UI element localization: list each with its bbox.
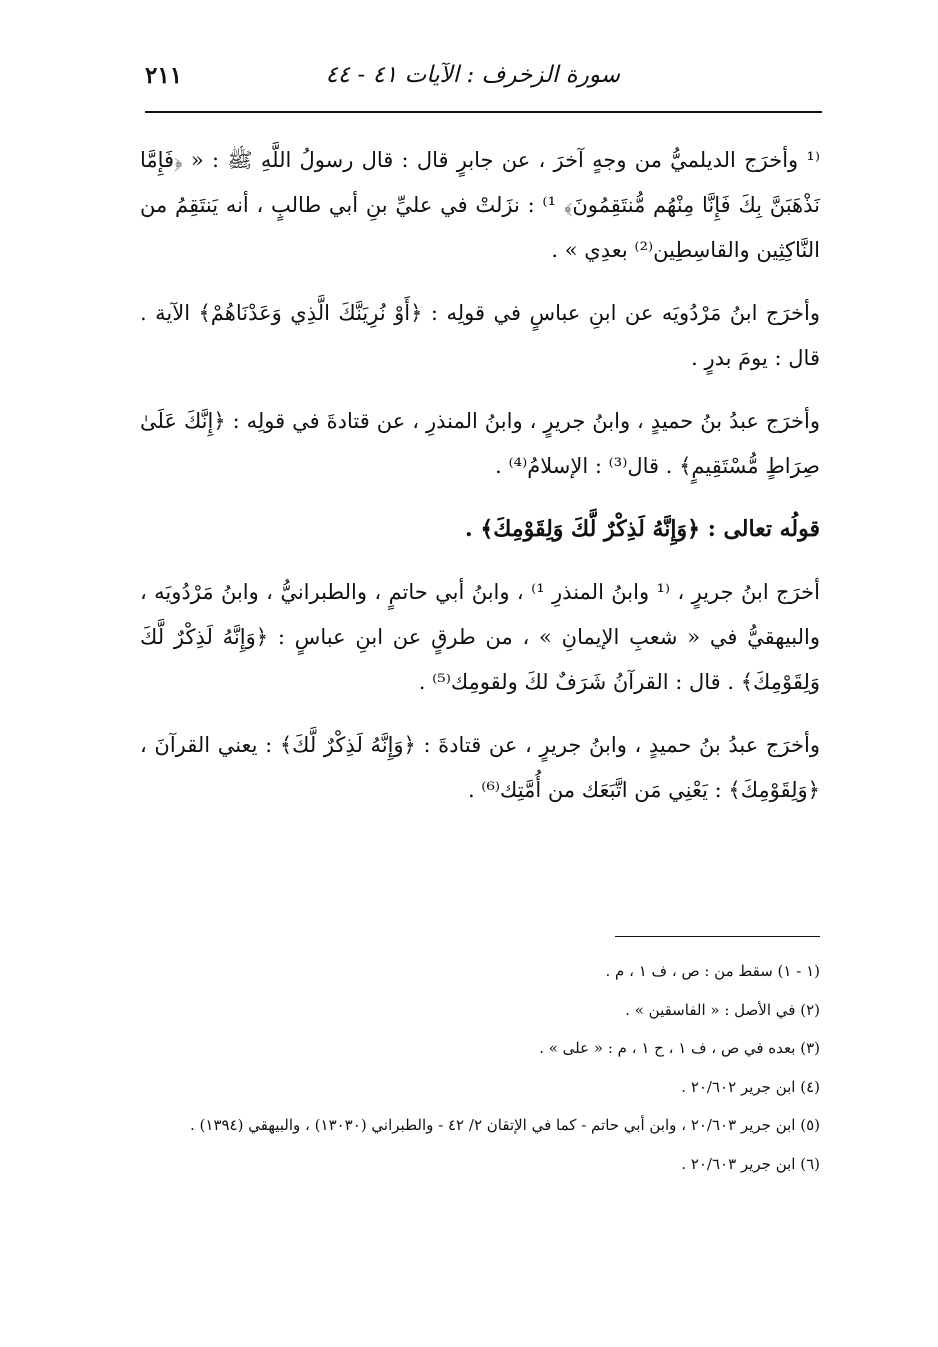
footnote-2: (٢) في الأصل : « الفاسقين » . (625, 1000, 820, 1019)
verse-heading: قولُه تعالى : ﴿وَإِنَّهُ لَذِكْرٌ لَّكَ وَلِقَوْمِكَ﴾ . (465, 516, 820, 542)
footnote-3: (٣) بعده في ص ، ف ١ ، ح ١ ، م : « على » . (539, 1039, 820, 1057)
paragraph-qatada-narration: وأخرَج عبدُ بنُ حميدٍ ، وابنُ جريرٍ ، وابنُ المنذرِ ، عن قتادةَ في قولِه : ﴿إِنَّكَ عَلَىٰ صِرَاطٍ مُّسْتَقِيمٍ﴾ . قال⁽³⁾ : الإسلامُ⁽⁴⁾ . (140, 409, 820, 478)
footnote-1: (١ - ١) سقط من : ص ، ف ١ ، م . (605, 962, 820, 980)
running-title: سورة الزخرف : الآيات ٤١ - ٤٤ (325, 62, 620, 88)
footnote-6: (٦) ابن جرير ٢٠/٦٠٣ . (681, 1154, 820, 1173)
main-text (140, 138, 820, 831)
paragraph-abd-bin-humaid-narration: وأخرَج عبدُ بنُ حميدٍ ، وابنُ جريرٍ ، عن قتادةَ : ﴿وَإِنَّهُ لَذِكْرٌ لَّكَ﴾ : يعني القرآنَ ، ﴿وَلِقَوْمِكَ﴾ : يَعْنِي مَن اتَّبَعَك من أُمَّتِك⁽⁶⁾ . (140, 733, 820, 802)
footnote-separator (615, 936, 820, 937)
paragraph-ibn-jarir-narration: أخرَج ابنُ جريرٍ ، ⁽¹ وابنُ المنذرِ ¹⁾ ، وابنُ أبي حاتمٍ ، والطبرانيُّ ، وابنُ مَرْدُويَه ، والبيهقيُّ في « شعبِ الإيمانِ » ، من طرقٍ عن ابنِ عباسٍ : ﴿وَإِنَّهُ لَذِكْرٌ لَّكَ وَلِقَوْمِكَ﴾ . قال : القرآنُ شَرَفٌ لكَ ولقومِك⁽⁵⁾ . (140, 580, 820, 694)
page-header (145, 62, 820, 102)
page-number: ٢١١ (145, 62, 183, 89)
footnote-5: (٥) ابن جرير ٢٠/٦٠٣ ، وابن أبي حاتم - كما في الإتقان ٢/ ٤٢ - والطبراني (١٣٠٣٠) ، والبيهقي (١٣٩٤) . (190, 1116, 820, 1134)
paragraph-dailami-narration: ⁽¹ وأخرَج الديلميُّ من وجهٍ آخرَ ، عن جابرٍ قال : قال رسولُ اللَّهِ ﷺ : « ﴿فَإِمَّا نَذْهَبَنَّ بِكَ فَإِنَّا مِنْهُم مُّنتَقِمُونَ﴾ ¹⁾ : نزَلتْ في عليِّ بنِ أبي طالبٍ ، أنه يَنتَقِمُ من النَّاكِثِين والقاسِطِين⁽²⁾ بعدِي » . (140, 148, 820, 262)
footnotes (140, 952, 820, 1183)
footnote-4: (٤) ابن جرير ٢٠/٦٠٢ . (681, 1077, 820, 1096)
header-rule (145, 111, 822, 113)
paragraph-ibn-marduyah-narration: وأخرَج ابنُ مَرْدُويَه عن ابنِ عباسٍ في قولِه : ﴿أَوْ نُرِيَنَّكَ الَّذِي وَعَدْنَاهُمْ﴾ الآية . قال : يومَ بدرٍ . (140, 301, 820, 370)
